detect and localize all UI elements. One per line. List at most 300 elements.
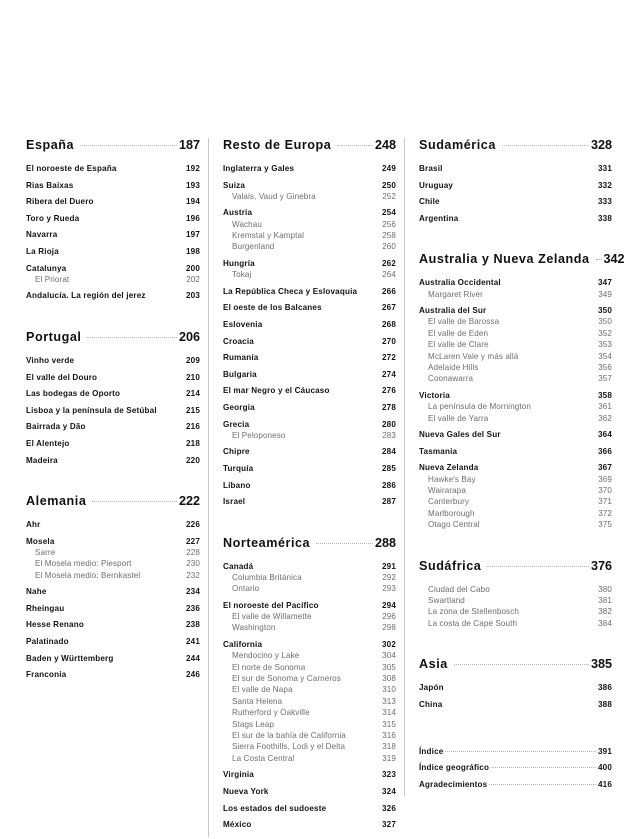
toc-entry-page-number: 367 — [597, 463, 612, 473]
toc-entry-page-number: 276 — [381, 386, 396, 396]
toc-entry[interactable] — [419, 181, 612, 190]
toc-entry[interactable] — [419, 363, 612, 372]
toc-entry-label: Stags Leap — [232, 719, 274, 729]
toc-entry-label: Bairrada y Dão — [26, 422, 86, 432]
toc-entry[interactable] — [419, 780, 612, 789]
toc-entry-label: Columbia Británica — [232, 572, 302, 582]
dot-leader — [596, 259, 602, 260]
toc-entry-label: El valle de Yarra — [428, 413, 489, 423]
toc-entry[interactable] — [419, 306, 612, 315]
section-heading-label: Alemania — [26, 494, 87, 509]
toc-entry-page-number: 315 — [382, 719, 396, 729]
toc-entry[interactable] — [26, 264, 200, 273]
toc-entry-page-number: 283 — [382, 430, 396, 440]
toc-entry-label: Coonawarra — [428, 374, 474, 384]
toc-entry-page-number: 305 — [382, 662, 396, 672]
section-spacer — [419, 635, 612, 657]
toc-entry-page-number: 388 — [597, 700, 612, 710]
toc-entry[interactable] — [26, 389, 200, 398]
toc-entry[interactable] — [419, 430, 612, 439]
toc-entry[interactable] — [26, 356, 200, 365]
toc-entry[interactable] — [419, 414, 612, 423]
toc-entry-page-number: 333 — [597, 197, 612, 207]
toc-entry-page-number: 226 — [185, 520, 200, 530]
toc-entry[interactable] — [419, 447, 612, 456]
toc-entry-page-number: 372 — [598, 508, 612, 518]
toc-entry-label: Uruguay — [419, 180, 454, 190]
toc-entry-label: Hesse Renano — [26, 620, 84, 630]
toc-entry-page-number: 203 — [185, 291, 200, 301]
toc-entry-label: Wairarapa — [428, 485, 466, 495]
toc-entry[interactable] — [223, 651, 396, 660]
toc-entry-page-number: 353 — [598, 340, 612, 350]
toc-entry-label: El valle de Barossa — [428, 317, 500, 327]
dot-leader — [337, 145, 373, 146]
toc-entry[interactable] — [26, 291, 200, 300]
toc-entry-page-number: 292 — [382, 572, 396, 582]
toc-entry-label: Nueva Gales del Sur — [419, 430, 501, 440]
toc-entry-label: Vinho verde — [26, 355, 75, 365]
toc-entry-label: El valle del Douro — [26, 372, 98, 382]
toc-entry[interactable] — [223, 259, 396, 268]
toc-entry[interactable] — [223, 720, 396, 729]
toc-entry-page-number: 354 — [598, 351, 612, 361]
toc-entry[interactable] — [223, 220, 396, 229]
section-heading-page-number: 376 — [590, 558, 612, 573]
toc-entry-page-number: 197 — [185, 230, 200, 240]
toc-entry-label: Swartland — [428, 596, 465, 606]
toc-entry-label: Rheingau — [26, 603, 65, 613]
toc-entry[interactable] — [223, 337, 396, 346]
toc-entry-page-number: 384 — [598, 618, 612, 628]
toc-entry[interactable] — [223, 320, 396, 329]
toc-entry[interactable] — [223, 674, 396, 683]
toc-entry[interactable] — [26, 620, 200, 629]
toc-entry-label: El valle de Clare — [428, 340, 489, 350]
section-heading-label: Australia y Nueva Zelanda — [419, 252, 590, 267]
toc-entry-page-number: 370 — [598, 485, 612, 495]
toc-entry-label: Ciudad del Cabo — [428, 584, 490, 594]
toc-entry-label: Andalucía. La región del jerez — [26, 291, 146, 301]
toc-entry-label: Bulgaria — [223, 369, 257, 379]
toc-entry-page-number: 327 — [381, 820, 396, 830]
toc-entry-page-number: 236 — [185, 603, 200, 613]
toc-entry[interactable] — [419, 607, 612, 616]
toc-entry[interactable] — [223, 231, 396, 240]
toc-entry[interactable] — [26, 548, 200, 557]
toc-entry-label: Turquía — [223, 463, 254, 473]
toc-entry[interactable] — [419, 763, 612, 772]
toc-entry[interactable] — [223, 181, 396, 190]
toc-entry-page-number: 202 — [186, 274, 200, 284]
toc-entry-label: Burgenland — [232, 242, 275, 252]
toc-entry-page-number: 258 — [382, 230, 396, 240]
toc-entry-page-number: 400 — [597, 763, 612, 773]
toc-entry[interactable] — [419, 402, 612, 411]
toc-entry[interactable] — [223, 242, 396, 251]
toc-entry-page-number: 296 — [382, 612, 396, 622]
toc-entry-label: Franconia — [26, 670, 67, 680]
toc-entry[interactable] — [26, 670, 200, 679]
toc-entry-page-number: 357 — [598, 374, 612, 384]
toc-entry[interactable] — [223, 663, 396, 672]
toc-entry-page-number: 256 — [382, 219, 396, 229]
toc-entry[interactable] — [223, 685, 396, 694]
toc-entry-label: Japón — [419, 683, 444, 693]
toc-entry-page-number: 352 — [598, 328, 612, 338]
dot-leader — [92, 501, 177, 502]
toc-entry-page-number: 323 — [381, 770, 396, 780]
toc-entry-label: Nahe — [26, 587, 47, 597]
toc-entry-label: El Alentejo — [26, 438, 70, 448]
toc-entry[interactable] — [223, 623, 396, 632]
toc-entry-page-number: 250 — [381, 180, 396, 190]
toc-entry-label: El valle de Willamette — [232, 612, 312, 622]
toc-entry-label: Austria — [223, 208, 253, 218]
toc-entry[interactable] — [419, 585, 612, 594]
toc-entry-label: Mosela — [26, 536, 55, 546]
toc-entry[interactable] — [26, 214, 200, 223]
toc-entry[interactable] — [26, 230, 200, 239]
section-heading-label: Norteamérica — [223, 535, 311, 550]
toc-entry[interactable] — [223, 386, 396, 395]
toc-entry[interactable] — [419, 340, 612, 349]
toc-entry-label: El sur de Sonoma y Carneros — [232, 674, 341, 684]
toc-entry-label: Marlborough — [428, 508, 475, 518]
toc-entry[interactable] — [26, 197, 200, 206]
toc-entry[interactable] — [26, 439, 200, 448]
section-heading-page-number: 222 — [178, 494, 200, 509]
toc-entry-label: El Mosela medio: Bernkastel — [35, 570, 141, 580]
toc-entry-label: México — [223, 820, 252, 830]
toc-entry[interactable] — [223, 353, 396, 362]
section-heading-label: Sudamérica — [419, 138, 496, 152]
toc-entry-page-number: 241 — [185, 637, 200, 647]
toc-entry[interactable] — [419, 747, 612, 756]
toc-entry[interactable] — [419, 214, 612, 223]
toc-entry-page-number: 318 — [382, 742, 396, 752]
toc-entry-label: Kremstal y Kamptal — [232, 230, 304, 240]
toc-entry-label: Madeira — [26, 455, 58, 465]
toc-entry-page-number: 287 — [381, 497, 396, 507]
toc-entry-label: Lisboa y la península de Setúbal — [26, 405, 157, 415]
section-heading-australia-y-nueva-zelanda[interactable] — [419, 252, 625, 267]
toc-entry-label: Nueva Zelanda — [419, 463, 479, 473]
toc-entry-label: Suiza — [223, 180, 246, 190]
toc-entry-label: Inglaterra y Gales — [223, 164, 295, 173]
toc-columns — [26, 138, 625, 837]
toc-entry[interactable] — [26, 637, 200, 646]
section-heading-sudafrica[interactable] — [419, 559, 612, 573]
toc-entry[interactable] — [26, 559, 200, 568]
toc-entry-page-number: 347 — [597, 278, 612, 288]
toc-entry-page-number: 215 — [185, 405, 200, 415]
toc-entry-page-number: 198 — [185, 246, 200, 256]
toc-entry-page-number: 332 — [597, 180, 612, 190]
toc-entry-label: Chile — [419, 197, 440, 207]
toc-entry[interactable] — [419, 278, 612, 287]
toc-entry-label: Australia del Sur — [419, 306, 487, 316]
toc-entry-label: Australia Occidental — [419, 278, 501, 288]
toc-entry-label: Sierra Foothills, Lodi y el Delta — [232, 742, 346, 752]
toc-entry-page-number: 260 — [382, 242, 396, 252]
section-heading-alemania[interactable] — [26, 494, 200, 508]
toc-entry-label: La Costa Central — [232, 753, 295, 763]
toc-entry-label: Eslovenia — [223, 319, 263, 329]
toc-entry[interactable] — [223, 447, 396, 456]
toc-entry-page-number: 382 — [598, 607, 612, 617]
toc-entry-label: Los estados del sudoeste — [223, 803, 327, 813]
toc-entry-label: Argentina — [419, 213, 459, 223]
toc-entry-page-number: 262 — [381, 258, 396, 268]
toc-entry[interactable] — [419, 164, 612, 173]
toc-entry[interactable] — [223, 787, 396, 796]
toc-entry-label: McLaren Vale y más allá — [428, 351, 519, 361]
column-3 — [404, 138, 625, 796]
toc-entry[interactable] — [223, 497, 396, 506]
toc-entry-label: Brasil — [419, 164, 443, 173]
toc-entry[interactable] — [26, 604, 200, 613]
toc-entry-label: El Peloponeso — [232, 430, 286, 440]
section-heading-label: España — [26, 138, 75, 152]
toc-entry-page-number: 274 — [381, 369, 396, 379]
toc-entry[interactable] — [419, 317, 612, 326]
toc-entry-label: El noroeste de España — [26, 164, 117, 173]
toc-entry-page-number: 284 — [381, 447, 396, 457]
toc-entry-page-number: 192 — [185, 164, 200, 173]
toc-entry[interactable] — [223, 742, 396, 751]
toc-entry-label: Hungría — [223, 258, 255, 268]
toc-entry[interactable] — [223, 164, 396, 173]
toc-entry-page-number: 326 — [381, 803, 396, 813]
toc-entry[interactable] — [419, 463, 612, 472]
toc-entry[interactable] — [223, 697, 396, 706]
toc-entry-label: Wachau — [232, 219, 262, 229]
toc-entry[interactable] — [26, 537, 200, 546]
toc-entry-page-number: 313 — [382, 696, 396, 706]
toc-entry[interactable] — [419, 290, 612, 299]
toc-entry-page-number: 232 — [186, 570, 200, 580]
toc-entry-label: Adelaide Hills — [428, 362, 479, 372]
toc-entry-page-number: 266 — [381, 286, 396, 296]
toc-entry-page-number: 294 — [381, 600, 396, 610]
toc-entry[interactable] — [223, 370, 396, 379]
toc-entry[interactable] — [419, 486, 612, 495]
toc-entry-label: El oeste de los Balcanes — [223, 303, 322, 313]
toc-entry[interactable] — [223, 820, 396, 829]
dot-leader — [316, 543, 373, 544]
toc-entry-label: Baden y Württemberg — [26, 653, 114, 663]
toc-entry-page-number: 308 — [382, 674, 396, 684]
toc-entry-label: Rumanía — [223, 353, 259, 363]
toc-entry[interactable] — [223, 804, 396, 813]
toc-entry[interactable] — [223, 770, 396, 779]
toc-entry[interactable] — [26, 181, 200, 190]
toc-entry[interactable] — [26, 406, 200, 415]
toc-entry[interactable] — [26, 422, 200, 431]
section-heading-espana[interactable] — [26, 138, 200, 152]
toc-entry-page-number: 369 — [598, 474, 612, 484]
toc-entry[interactable] — [26, 275, 200, 284]
section-heading-page-number: 206 — [178, 329, 200, 344]
toc-entry[interactable] — [223, 303, 396, 312]
toc-entry-label: Valais, Vaud y Ginebra — [232, 191, 316, 201]
toc-entry-page-number: 316 — [382, 731, 396, 740]
toc-entry-page-number: 230 — [186, 559, 200, 569]
toc-entry[interactable] — [419, 374, 612, 383]
toc-entry-label: El noroeste del Pacífico — [223, 600, 319, 610]
toc-entry-page-number: 364 — [597, 430, 612, 440]
toc-entry-label: El valle de Napa — [232, 685, 293, 695]
toc-entry[interactable] — [223, 464, 396, 473]
toc-entry[interactable] — [223, 612, 396, 621]
toc-entry-page-number: 194 — [185, 197, 200, 207]
toc-entry[interactable] — [223, 584, 396, 593]
toc-entry-page-number: 228 — [186, 547, 200, 557]
toc-entry-label: Navarra — [26, 230, 58, 240]
column-2 — [208, 138, 404, 837]
toc-entry[interactable] — [223, 708, 396, 717]
toc-entry-page-number: 264 — [382, 270, 396, 280]
toc-entry-label: El Mosela medio: Piesport — [35, 559, 132, 569]
section-heading-page-number: 342 — [603, 252, 625, 267]
toc-entry-page-number: 356 — [598, 362, 612, 372]
toc-entry[interactable] — [223, 192, 396, 201]
toc-entry-page-number: 252 — [382, 191, 396, 201]
toc-entry-page-number: 381 — [598, 596, 612, 606]
toc-entry-page-number: 304 — [382, 651, 396, 661]
toc-entry-page-number: 216 — [185, 422, 200, 432]
toc-entry-label: Canterbury — [428, 497, 470, 507]
toc-entry[interactable] — [26, 373, 200, 382]
toc-entry[interactable] — [419, 497, 612, 506]
toc-entry-page-number: 350 — [598, 317, 612, 327]
section-spacer — [419, 230, 612, 252]
toc-entry-page-number: 314 — [382, 708, 396, 718]
toc-entry[interactable] — [223, 270, 396, 279]
toc-entry[interactable] — [419, 596, 612, 605]
toc-entry[interactable] — [223, 481, 396, 490]
toc-entry[interactable] — [223, 562, 396, 571]
toc-entry[interactable] — [223, 420, 396, 429]
section-heading-resto-de-europa[interactable] — [223, 138, 396, 152]
section-heading-label: Portugal — [26, 329, 82, 344]
toc-entry[interactable] — [26, 520, 200, 529]
toc-entry-page-number: 214 — [185, 389, 200, 399]
section-heading-norteamerica[interactable] — [223, 536, 396, 550]
toc-entry[interactable] — [419, 329, 612, 338]
toc-entry-page-number: 238 — [185, 620, 200, 630]
toc-entry[interactable] — [223, 208, 396, 217]
toc-entry-label: Rutherford y Oakville — [232, 708, 310, 718]
dot-leader — [489, 784, 596, 785]
toc-entry-page-number: 244 — [185, 653, 200, 663]
toc-entry[interactable] — [419, 197, 612, 206]
toc-entry-page-number: 375 — [598, 520, 612, 530]
toc-entry-label: Índice — [419, 746, 444, 756]
dot-leader — [491, 767, 596, 768]
toc-entry-label: Santa Helena — [232, 696, 283, 706]
toc-entry[interactable] — [223, 640, 396, 649]
toc-entry-page-number: 249 — [381, 164, 396, 173]
toc-entry[interactable] — [26, 587, 200, 596]
toc-entry[interactable] — [223, 754, 396, 763]
toc-entry[interactable] — [26, 164, 200, 173]
toc-entry-label: Victoria — [419, 390, 450, 400]
toc-entry[interactable] — [419, 475, 612, 484]
toc-entry[interactable] — [223, 573, 396, 582]
toc-entry[interactable] — [419, 683, 612, 692]
toc-entry-page-number: 361 — [598, 402, 612, 412]
section-spacer — [419, 537, 612, 559]
toc-entry-page-number: 254 — [381, 208, 396, 218]
toc-entry[interactable] — [26, 456, 200, 465]
toc-entry-label: Canadá — [223, 561, 254, 571]
toc-entry-label: El sur de la bahía de California — [232, 731, 346, 740]
toc-entry-page-number: 220 — [185, 455, 200, 465]
toc-entry-label: El valle de Eden — [428, 328, 489, 338]
section-heading-page-number: 187 — [178, 138, 200, 152]
toc-entry[interactable] — [419, 520, 612, 529]
section-heading-asia[interactable] — [419, 657, 612, 671]
toc-entry[interactable] — [223, 403, 396, 412]
dot-leader — [80, 145, 177, 146]
toc-entry-label: Índice geográfico — [419, 763, 490, 773]
toc-entry-page-number: 293 — [382, 584, 396, 594]
toc-entry[interactable] — [419, 619, 612, 628]
toc-entry[interactable] — [26, 247, 200, 256]
toc-entry-page-number: 324 — [381, 786, 396, 796]
toc-entry[interactable] — [419, 352, 612, 361]
toc-entry[interactable] — [419, 509, 612, 518]
toc-entry-page-number: 416 — [597, 779, 612, 789]
toc-entry-label: Mendocino y Lake — [232, 651, 300, 661]
toc-entry-page-number: 386 — [597, 683, 612, 693]
section-heading-portugal[interactable] — [26, 330, 200, 344]
toc-entry-page-number: 272 — [381, 353, 396, 363]
toc-entry-label: Agradecimientos — [419, 779, 488, 789]
section-spacer — [26, 472, 200, 494]
toc-entry-label: La República Checa y Eslovaquia — [223, 286, 358, 296]
toc-entry-label: La costa de Cape South — [428, 618, 518, 628]
toc-entry[interactable] — [223, 287, 396, 296]
toc-entry-label: Grecia — [223, 419, 250, 429]
toc-entry-label: Virginia — [223, 770, 254, 780]
toc-entry-page-number: 200 — [185, 263, 200, 273]
toc-entry[interactable] — [419, 700, 612, 709]
toc-entry-page-number: 349 — [598, 289, 612, 299]
toc-entry-page-number: 358 — [597, 390, 612, 400]
toc-entry[interactable] — [223, 601, 396, 610]
toc-entry-page-number: 291 — [381, 561, 396, 571]
section-heading-sudamerica[interactable] — [419, 138, 612, 152]
toc-entry-page-number: 350 — [597, 306, 612, 316]
dot-leader — [454, 664, 589, 665]
toc-entry-page-number: 302 — [381, 640, 396, 650]
toc-entry[interactable] — [223, 431, 396, 440]
toc-entry-page-number: 210 — [185, 372, 200, 382]
toc-entry-page-number: 310 — [382, 685, 396, 695]
section-heading-page-number: 385 — [590, 657, 612, 672]
toc-entry[interactable] — [223, 731, 396, 740]
section-spacer — [223, 514, 396, 536]
toc-entry[interactable] — [419, 391, 612, 400]
toc-entry[interactable] — [26, 654, 200, 663]
toc-entry[interactable] — [26, 571, 200, 580]
toc-entry-label: Ahr — [26, 520, 41, 530]
toc-entry-page-number: 366 — [597, 446, 612, 456]
dot-leader — [445, 751, 595, 752]
